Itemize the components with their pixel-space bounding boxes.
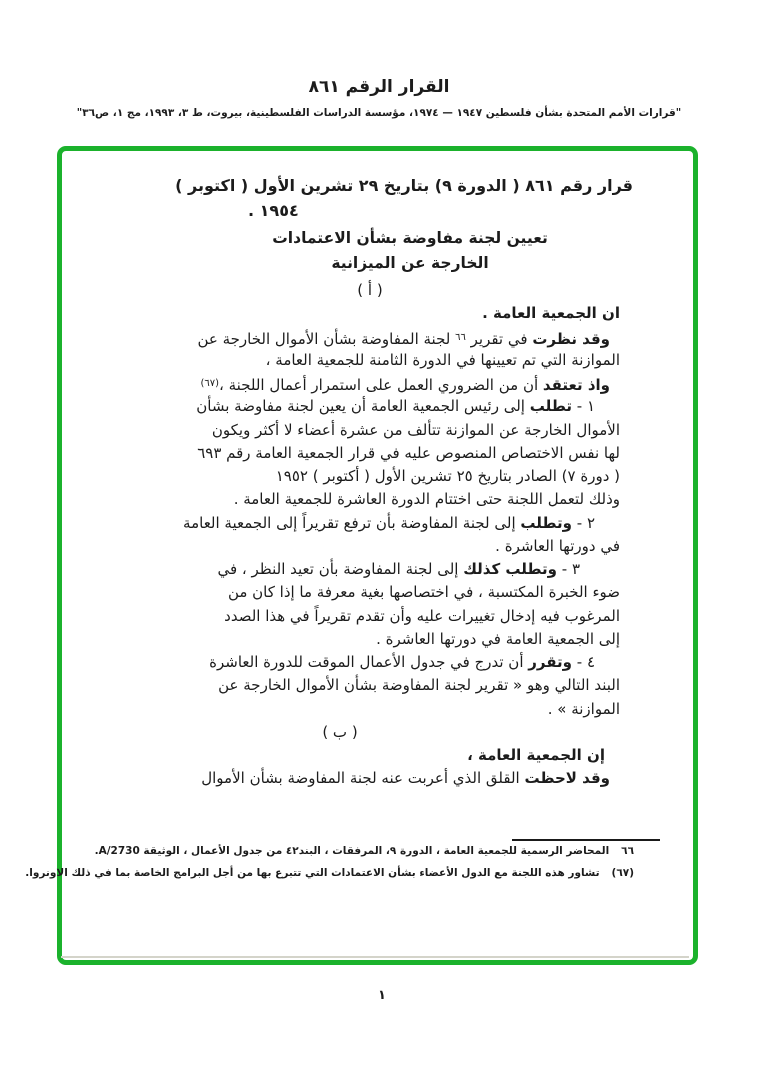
footnote-marker: ٦٦	[621, 845, 634, 857]
scan-artifact-line	[61, 956, 689, 958]
body-line	[200, 767, 620, 790]
footnote-text: المحاضر الرسمية للجمعية العامة ، الدورة ٩، المرفقات ، البند٤٢ من جدول الأعمال ، الوثيقة A/2730.	[94, 845, 610, 857]
body-line	[200, 558, 620, 581]
source-citation: "قرارات الأمم المتحدة بشأن فلسطين ١٩٤٧ — ١٩٧٤، مؤسسة الدراسات الفلسطينية، بيروت، ط ٣، ١٩٩٣، مج ١، ص٣٦"	[76, 107, 682, 119]
text-segment: إلى الجمعية العامة في دورتها العاشرة .	[376, 629, 620, 648]
text-segment: الموازنة » .	[547, 699, 620, 718]
body-line	[200, 744, 620, 767]
body-line	[200, 372, 620, 395]
footnote-ref-66: ٦٦	[455, 331, 466, 343]
footnote-66	[95, 845, 634, 857]
text-segment: ( دورة ٧) الصادر بتاريخ ٢٥ تشرين الأول ( أكتوبر ) ١٩٥٢	[275, 467, 620, 485]
text-segment: واذ تعتقد	[542, 376, 610, 394]
subtitle-line-2: الخارجة عن الميزانية	[331, 254, 489, 272]
resolution-heading-line1: قرار رقم ٨٦١ ( الدورة ٩) بتاريخ ٢٩ تشرين الأول ( اكتوبر )	[175, 176, 633, 195]
resolution-number-title: القرار الرقم ٨٦١	[308, 77, 450, 97]
footnote-marker: (٦٧)	[611, 867, 634, 879]
body-line	[200, 581, 620, 604]
text-segment: وقد نظرت	[532, 329, 610, 348]
resolution-subtitle	[200, 226, 620, 276]
text-segment: الموازنة التي تم تعيينها في الدورة الثامنة للجمعية العامة ،	[265, 350, 620, 369]
body-line	[200, 349, 620, 372]
body-line	[200, 488, 620, 511]
text-segment: وقد لاحظت	[524, 769, 610, 788]
text-segment: إلى لجنة المفاوضة بأن ترفع تقريراً إلى الجمعية العامة	[183, 513, 521, 532]
body-line	[183, 512, 620, 535]
text-segment: ضوء الخبرة المكتسبة ، في اختصاصها بغية معرفة ما إذا كان من	[227, 583, 620, 602]
text-segment: أن تدرج في جدول الأعمال الموقت للدورة العاشرة	[209, 653, 529, 671]
text-segment: في تقرير	[465, 329, 533, 348]
text-segment: إلى لجنة المفاوضة بأن تعيد النظر ، في	[217, 560, 464, 578]
text-segment: في دورتها العاشرة .	[495, 536, 620, 555]
text-segment: ٤ -	[571, 653, 595, 671]
body-line	[200, 535, 620, 558]
text-segment: إن الجمعية العامة ،	[467, 746, 605, 764]
text-segment: تطلب	[529, 397, 572, 416]
text-segment: وتقرر	[528, 653, 572, 671]
body-line	[197, 326, 620, 349]
text-segment: إلى رئيس الجمعية العامة أن يعين لجنة مفاوضة بشأن	[196, 397, 530, 416]
footnote-67	[25, 867, 634, 879]
text-segment: ٢ -	[571, 513, 595, 532]
text-segment: وذلك لتعمل اللجنة حتى اختتام الدورة العاشرة للجمعية العامة .	[233, 490, 620, 509]
body-line	[200, 628, 620, 651]
body-line	[200, 465, 620, 488]
text-segment: المرغوب فيه إدخال تغييرات عليه وأن تقدم تقريراً في هذا الصدد	[224, 606, 620, 625]
text-segment: وتطلب كذلك	[463, 560, 557, 578]
body-line	[200, 674, 620, 697]
body-line	[200, 605, 620, 628]
body-line	[196, 395, 620, 418]
text-segment: ان الجمعية العامة .	[482, 304, 620, 323]
text-segment: الأموال الخارجة عن الموازنة تتألف من عشرة أعضاء لا أكثر ويكون	[211, 420, 620, 439]
text-segment: البند التالي وهو « تقرير لجنة المفاوضة بشأن الأموال الخارجة عن	[218, 676, 620, 695]
footnote-separator	[512, 839, 660, 841]
resolution-heading-line2: ١٩٥٤ .	[248, 201, 299, 220]
resolution-body	[183, 279, 620, 791]
body-line	[200, 419, 620, 442]
text-segment: ٣ -	[556, 560, 580, 578]
text-segment: القلق الذي أعربت عنه لجنة المفاوضة بشأن الأموال	[201, 769, 525, 788]
body-line	[200, 651, 620, 674]
body-line	[200, 698, 620, 721]
text-segment: لجنة المفاوضة بشأن الأموال الخارجة عن	[197, 329, 456, 348]
section-marker-a: ( أ )	[357, 281, 383, 299]
page-number: ١	[378, 988, 386, 1003]
text-segment: لها نفس الاختصاص المنصوص عليه في قرار الجمعية العامة رقم ٦٩٣	[197, 443, 620, 462]
footnote-text: تشاور هذه اللجنة مع الدول الأعضاء بشأن الاعتمادات التي تتبرع بها من أجل البرامج الخاصة بما في ذلك الاونروا.	[25, 867, 600, 879]
body-line	[200, 302, 620, 325]
section-marker-b: ( ب )	[322, 722, 358, 741]
text-segment: أن من الضروري العمل على استمرار أعمال اللجنة ،	[219, 376, 543, 394]
text-segment: ١ -	[571, 397, 595, 416]
text-segment: وتطلب	[520, 513, 572, 532]
subtitle-line-1: تعيين لجنة مفاوضة بشأن الاعتمادات	[272, 229, 548, 247]
footnote-ref-67: (٦٧)	[200, 378, 220, 389]
body-line	[197, 442, 620, 465]
